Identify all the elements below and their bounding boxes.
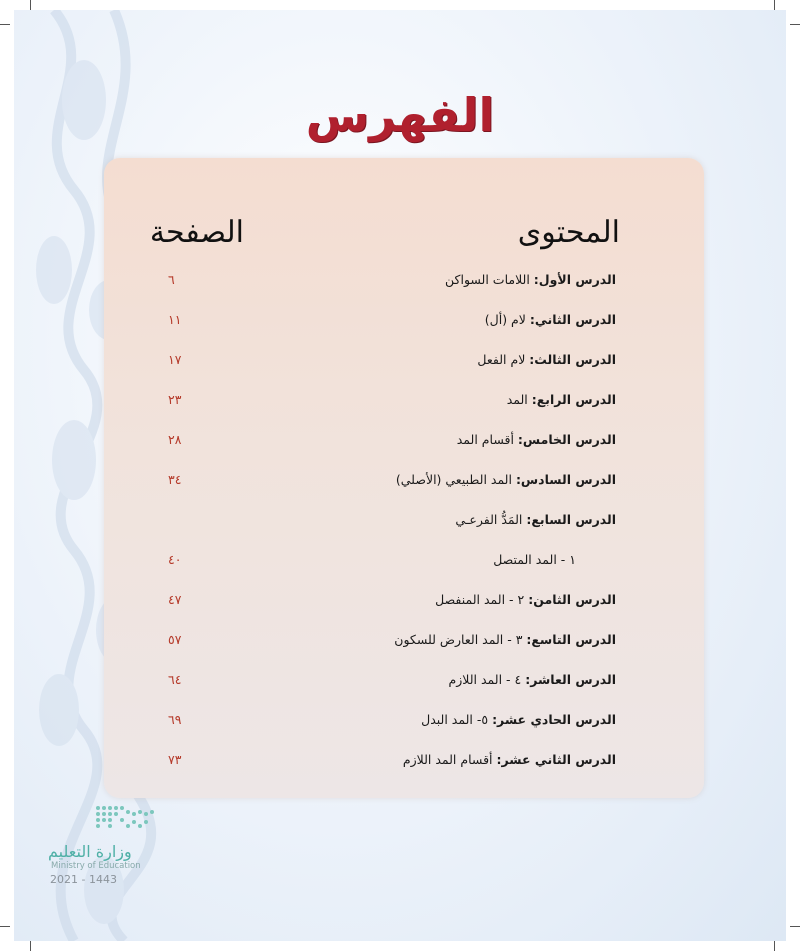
lesson-entry <box>435 592 616 607</box>
toc-row <box>150 552 616 578</box>
lesson-entry <box>455 512 616 527</box>
lesson-title: اللامات السواكن <box>445 272 534 287</box>
lesson-title: المد الطبيعي (الأصلي) <box>395 472 516 487</box>
page-number: ٤٠ <box>168 552 182 567</box>
lesson-entry <box>421 712 616 727</box>
lesson-label: الدرس الأول: <box>533 272 616 287</box>
toc-row <box>150 592 616 618</box>
lesson-label: الدرس الثامن: <box>528 592 616 607</box>
lesson-title: أقسام المد اللازم <box>402 752 497 767</box>
lesson-title: لام الفعل <box>477 352 530 367</box>
lesson-label: الدرس الثالث: <box>529 352 616 367</box>
toc-row <box>150 432 616 458</box>
lesson-entry <box>477 352 616 367</box>
lesson-entry <box>445 272 616 287</box>
lesson-title: ١ - المد المتصل <box>493 552 576 567</box>
crop-mark <box>30 0 31 10</box>
lesson-title: المد <box>506 392 532 407</box>
lesson-label: الدرس الثاني عشر: <box>496 752 616 767</box>
lesson-title: أقسام المد <box>456 432 518 447</box>
lesson-title: لام (أل) <box>484 312 530 327</box>
crop-mark <box>0 24 10 25</box>
page-number: ٥٧ <box>168 632 182 647</box>
crop-mark <box>790 24 800 25</box>
lesson-label: الدرس السابع: <box>526 512 616 527</box>
lesson-label: الدرس الثاني: <box>529 312 616 327</box>
crop-mark <box>30 941 31 951</box>
page-number: ٧٣ <box>168 752 182 767</box>
page-number: ١٧ <box>168 352 182 367</box>
lesson-title: المَدُّ الفرعـي <box>455 512 527 527</box>
page-number: ٦٤ <box>168 672 182 687</box>
page-number: ٤٧ <box>168 592 182 607</box>
page-title: الفهرس <box>305 88 495 142</box>
lesson-label: الدرس العاشر: <box>525 672 616 687</box>
lesson-entry <box>396 472 616 487</box>
page-number: ٣٤ <box>168 472 182 487</box>
lesson-title: ٢ - المد المنفصل <box>435 592 529 607</box>
lesson-label: الدرس السادس: <box>515 472 616 487</box>
page-number: ٢٣ <box>168 392 182 407</box>
ministry-name-arabic: وزارة التعليم <box>48 842 132 861</box>
lesson-entry <box>507 392 616 407</box>
ministry-name-english: Ministry of Education <box>51 861 141 871</box>
column-header-page: الصفحة <box>149 215 244 250</box>
lesson-entry <box>457 432 616 447</box>
edition-year: 2021 - 1443 <box>50 873 117 886</box>
lesson-label: الدرس الخامس: <box>517 432 616 447</box>
page-number: ٦٩ <box>168 712 182 727</box>
toc-row <box>150 632 616 658</box>
toc-row <box>150 512 616 538</box>
toc-row <box>150 712 616 738</box>
lesson-label: الدرس الرابع: <box>531 392 616 407</box>
page-number: ٦ <box>168 272 175 287</box>
toc-row <box>150 752 616 778</box>
toc-row <box>150 392 616 418</box>
lesson-title: ٥- المد البدل <box>421 712 493 727</box>
lesson-label: الدرس الحادي عشر: <box>492 712 616 727</box>
toc-row <box>150 672 616 698</box>
crop-mark <box>774 0 775 10</box>
column-header-content: المحتوى <box>517 215 620 250</box>
lesson-entry <box>448 672 616 687</box>
lesson-entry <box>403 752 616 767</box>
toc-row <box>150 352 616 378</box>
lesson-title: ٤ - المد اللازم <box>448 672 526 687</box>
crop-mark <box>774 941 775 951</box>
toc-row <box>150 312 616 338</box>
toc-row <box>150 472 616 498</box>
crop-mark <box>0 926 10 927</box>
page-number: ١١ <box>168 312 182 327</box>
lesson-entry <box>485 312 616 327</box>
lesson-entry <box>394 632 616 647</box>
lesson-title: ٣ - المد العارض للسكون <box>394 632 527 647</box>
crop-mark <box>790 926 800 927</box>
page-number: ٢٨ <box>168 432 182 447</box>
lesson-entry <box>493 552 576 567</box>
toc-row <box>150 272 616 298</box>
lesson-label: الدرس التاسع: <box>526 632 616 647</box>
